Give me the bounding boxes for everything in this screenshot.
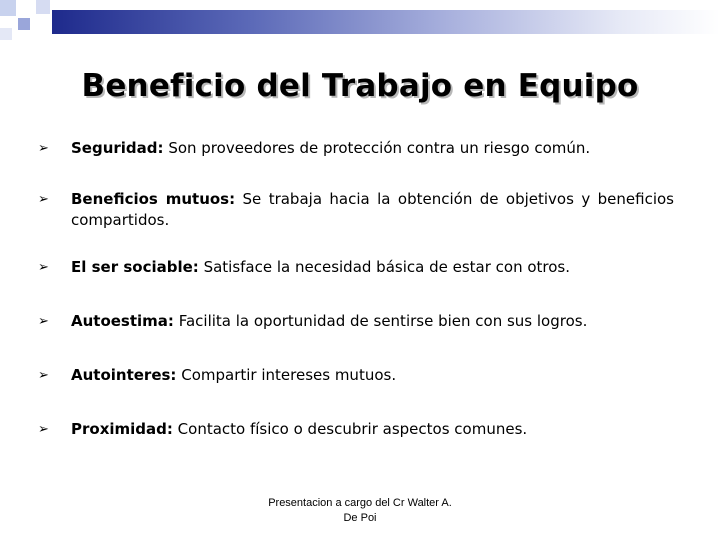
decorative-square [36, 0, 50, 14]
footer-line: De Poi [343, 512, 377, 524]
list-item [38, 419, 674, 440]
decorative-square [18, 18, 30, 30]
item-term: Autoestima: [71, 312, 174, 330]
header-gradient-bar [52, 10, 720, 34]
item-term: Beneficios mutuos: [71, 190, 236, 208]
item-term: Seguridad: [71, 139, 164, 157]
decorative-square [0, 0, 16, 16]
item-term: Autointeres: [71, 366, 177, 384]
item-text: Contacto físico o descubrir aspectos comunes. [177, 420, 528, 438]
item-term: Proximidad: [71, 420, 173, 438]
arrow-bullet-icon: ➢ [38, 141, 49, 156]
item-text: Satisface la necesidad básica de estar con otros. [203, 258, 571, 276]
list-item [38, 189, 674, 231]
arrow-bullet-icon: ➢ [38, 422, 49, 437]
arrow-bullet-icon: ➢ [38, 192, 49, 207]
list-item [38, 257, 674, 278]
arrow-bullet-icon: ➢ [38, 314, 49, 329]
benefits-list [38, 138, 674, 440]
arrow-bullet-icon: ➢ [38, 368, 49, 383]
arrow-bullet-icon: ➢ [38, 260, 49, 275]
decorative-square [0, 28, 12, 40]
list-item [38, 311, 674, 332]
item-text: Compartir intereses mutuos. [181, 366, 397, 384]
footer-line: Presentacion a cargo del Cr Walter A. [268, 497, 452, 509]
slide-title: Beneficio del Trabajo en Equipo [81, 68, 639, 104]
footer [250, 496, 470, 526]
item-term: El ser sociable: [71, 258, 199, 276]
list-item [38, 138, 674, 159]
item-text: Se trabaja hacia la obtención de objetivos y beneficios compartidos. [71, 190, 674, 229]
list-item [38, 365, 674, 386]
item-text: Son proveedores de protección contra un riesgo común. [168, 139, 591, 157]
item-text: Facilita la oportunidad de sentirse bien con sus logros. [178, 312, 588, 330]
